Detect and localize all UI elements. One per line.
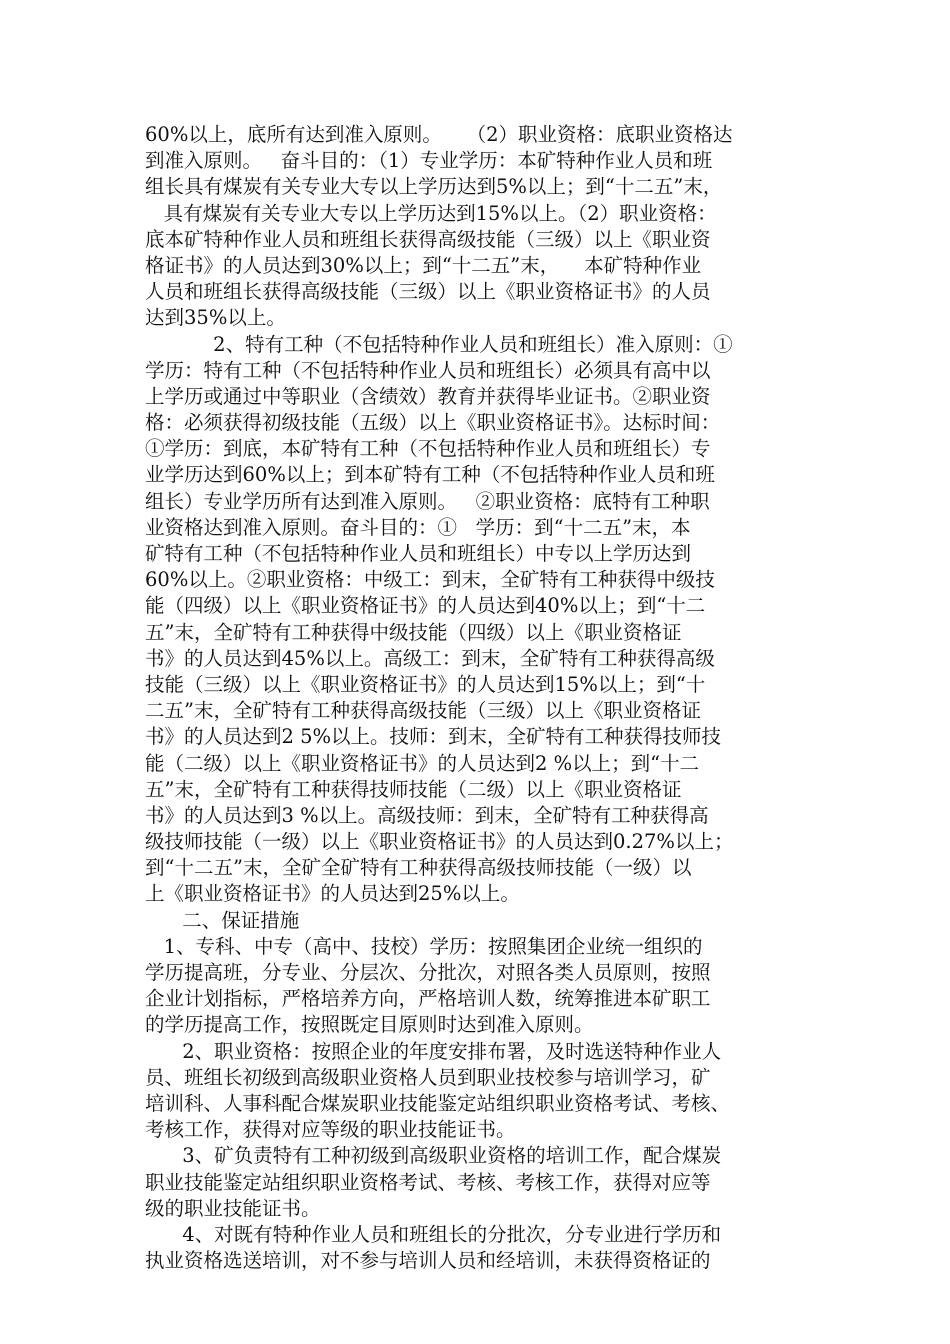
text-line: 企业计划指标，严格培养方向，严格培训人数，统筹推进本矿职工 [145,987,711,1011]
text-line: 技能（三级）以上《职业资格证书》的人员达到15%以上；到“十 [145,672,706,696]
text-line: 考核工作，获得对应等级的职业技能证书。 [145,1118,516,1142]
text-line: 书》的人员达到3 %以上。高级技师：到末，全矿特有工种获得高 [145,803,709,827]
text-line: 1、专科、中专（高中、技校）学历：按照集团企业统一组织的 [145,934,703,958]
text-line: 60%以上，底所有达到准入原则。 （2）职业资格：底职业资格达 [145,123,733,146]
text-line: 五”末，全矿特有工种获得技师技能（二级）以上《职业资格证 [145,777,682,801]
text-line: 学历提高班，分专业、分层次、分批次，对照各类人员原则，按照 [145,961,711,984]
text-line: 60%以上。②职业资格：中级工：到末，全矿特有工种获得中级技 [145,568,715,592]
section-heading: 二、保证措施 [145,908,300,932]
text-line: 上《职业资格证书》的人员达到25%以上。 [145,882,520,906]
text-line: 到“十二五”末，全矿全矿特有工种获得高级技师技能（一级）以 [145,856,692,880]
text-line: 格证书》的人员达到30%以上；到“十二五”末， 本矿特种作业 [145,253,702,277]
text-line: 培训科、人事科配合煤炭职业技能鉴定站组织职业资格考试、考核、 [145,1091,731,1115]
text-line: 组长）专业学历所有达到准入原则。 ②职业资格：底特有工种职 [145,489,710,513]
text-line: 职业技能鉴定站组织职业资格考试、考核、考核工作，获得对应等 [145,1170,711,1194]
text-line: 业资格达到准入原则。奋斗目的：① 学历：到“十二五”末，本 [145,515,691,539]
text-line: 级的职业技能证书。 [145,1196,321,1220]
text-line: 达到35%以上。 [145,306,286,330]
text-line: 组长具有煤炭有关专业大专以上学历达到5%以上；到“十二五”末， [145,175,723,199]
text-line: 执业资格选送培训，对不参与培训人员和经培训，未获得资格证的 [145,1249,711,1273]
text-line: 级技师技能（一级）以上《职业资格证书》的人员达到0.27%以上； [145,830,734,854]
text-line: 矿特有工种（不包括特种作业人员和班组长）中专以上学历达到 [145,542,692,565]
text-line: 书》的人员达到2 5%以上。技师：到末，全矿特有工种获得技师技 [145,725,722,749]
document-body [145,122,815,1274]
text-line: 能（二级）以上《职业资格证书》的人员达到2 %以上；到“十二 [145,751,700,775]
text-line: 2、职业资格：按照企业的年度安排布署，及时选送特种作业人 [145,1039,722,1063]
text-line: 员、班组长初级到高级职业资格人员到职业技校参与培训学习，矿 [145,1065,711,1089]
text-line: 到准入原则。 奋斗目的：（1）专业学历：本矿特种作业人员和班 [145,149,713,173]
text-line: 3、矿负责特有工种初级到高级职业资格的培训工作，配合煤炭 [145,1144,722,1168]
text-line: 二五”末，全矿特有工种获得高级技能（三级）以上《职业资格证 [145,699,701,723]
text-line: ①学历：到底，本矿特有工种（不包括特种作业人员和班组长）专 [145,437,711,461]
text-line: 2、特有工种（不包括特种作业人员和班组长）准入原则：① [145,332,733,356]
text-line: 格：必须获得初级技能（五级）以上《职业资格证书》。达标时间： [145,411,721,435]
text-line: 能（四级）以上《职业资格证书》的人员达到40%以上；到“十二 [145,594,706,618]
text-line: 五”末，全矿特有工种获得中级技能（四级）以上《职业资格证 [145,620,682,644]
text-line: 业学历达到60%以上；到本矿特有工种（不包括特种作业人员和班 [145,463,715,487]
text-line: 上学历或通过中等职业（含绩效）教育并获得毕业证书。②职业资 [145,384,711,408]
text-line: 底本矿特种作业人员和班组长获得高级技能（三级）以上《职业资 [145,227,711,251]
text-line: 4、对既有特种作业人员和班组长的分批次，分专业进行学历和 [145,1222,722,1246]
text-line: 的学历提高工作，按照既定目原则时达到准入原则。 [145,1013,594,1037]
text-line: 人员和班组长获得高级技能（三级）以上《职业资格证书》的人员 [145,280,711,304]
text-line: 学历：特有工种（不包括特种作业人员和班组长）必须具有高中以 [145,358,711,382]
text-line: 具有煤炭有关专业大专以上学历达到15%以上。（2）职业资格： [145,201,717,225]
text-line: 书》的人员达到45%以上。高级工：到末，全矿特有工种获得高级 [145,646,715,670]
